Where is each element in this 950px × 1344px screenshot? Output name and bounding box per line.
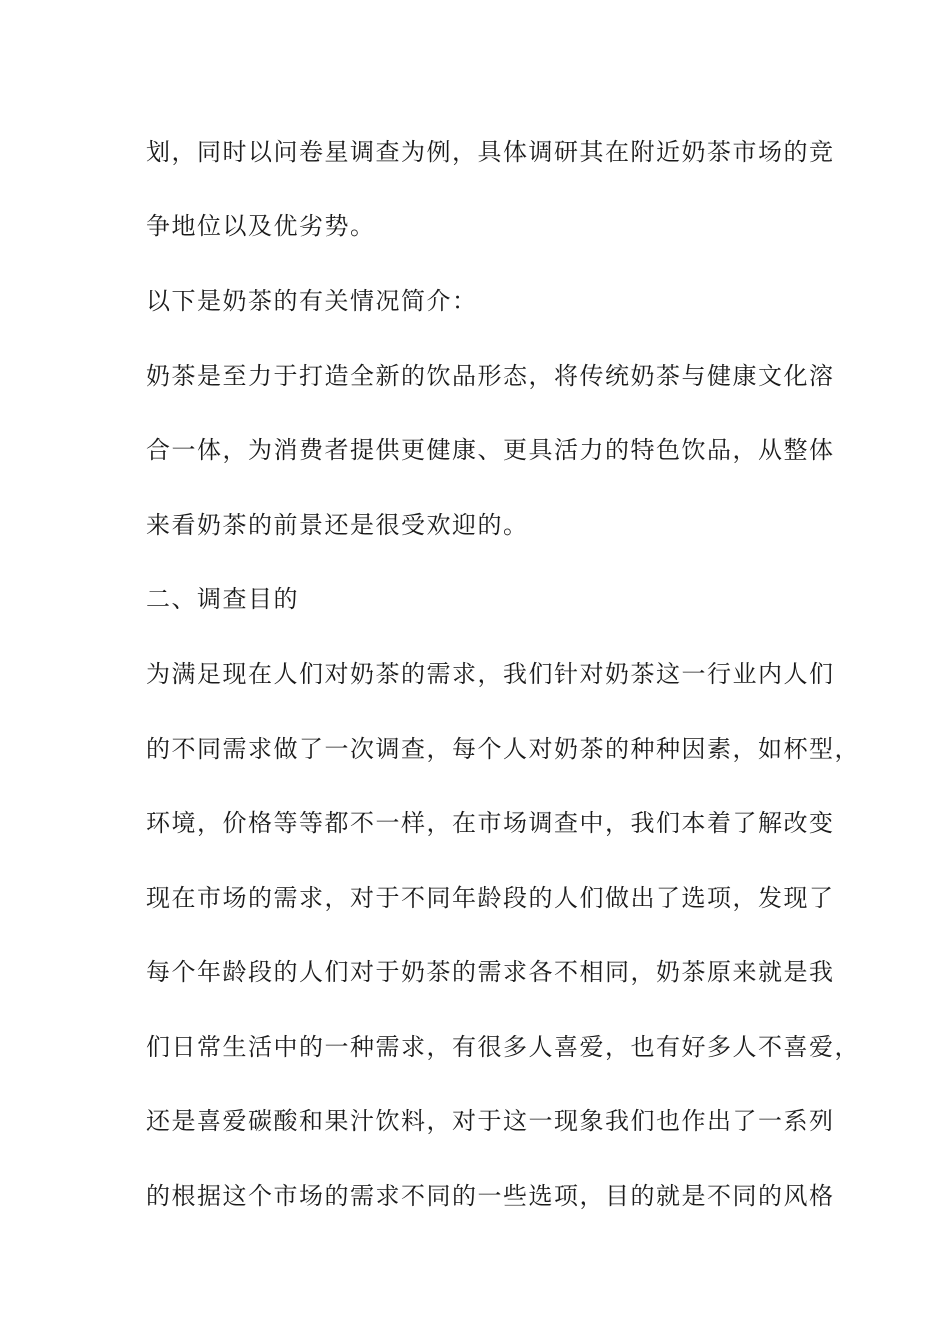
text-line-9: 的不同需求做了一次调查，每个人对奶茶的种种因素，如杯型， (146, 735, 860, 763)
text-line-2: 争地位以及优劣势。 (146, 212, 376, 240)
text-line-13: 们日常生活中的一种需求，有很多人喜爱，也有好多人不喜爱， (146, 1033, 860, 1061)
text-line-8: 为满足现在人们对奶茶的需求，我们针对奶茶这一行业内人们 (146, 660, 835, 688)
text-line-1: 划，同时以问卷星调查为例，具体调研其在附近奶茶市场的竞 (146, 138, 835, 166)
text-line-5: 合一体，为消费者提供更健康、更具活力的特色饮品，从整体 (146, 436, 835, 464)
text-line-4: 奶茶是至力于打造全新的饮品形态，将传统奶茶与健康文化溶 (146, 362, 835, 390)
text-line-14: 还是喜爱碳酸和果汁饮料，对于这一现象我们也作出了一系列 (146, 1107, 835, 1135)
text-line-6: 来看奶茶的前景还是很受欢迎的。 (146, 511, 529, 539)
text-line-3: 以下是奶茶的有关情况简介： (146, 287, 478, 315)
text-line-11: 现在市场的需求，对于不同年龄段的人们做出了选项，发现了 (146, 884, 835, 912)
text-line-12: 每个年龄段的人们对于奶茶的需求各不相同，奶茶原来就是我 (146, 958, 835, 986)
text-line-15: 的根据这个市场的需求不同的一些选项，目的就是不同的风格 (146, 1182, 835, 1210)
section-heading-survey-purpose: 二、调查目的 (146, 585, 299, 613)
text-line-10: 环境，价格等等都不一样，在市场调查中，我们本着了解改变 (146, 809, 835, 837)
